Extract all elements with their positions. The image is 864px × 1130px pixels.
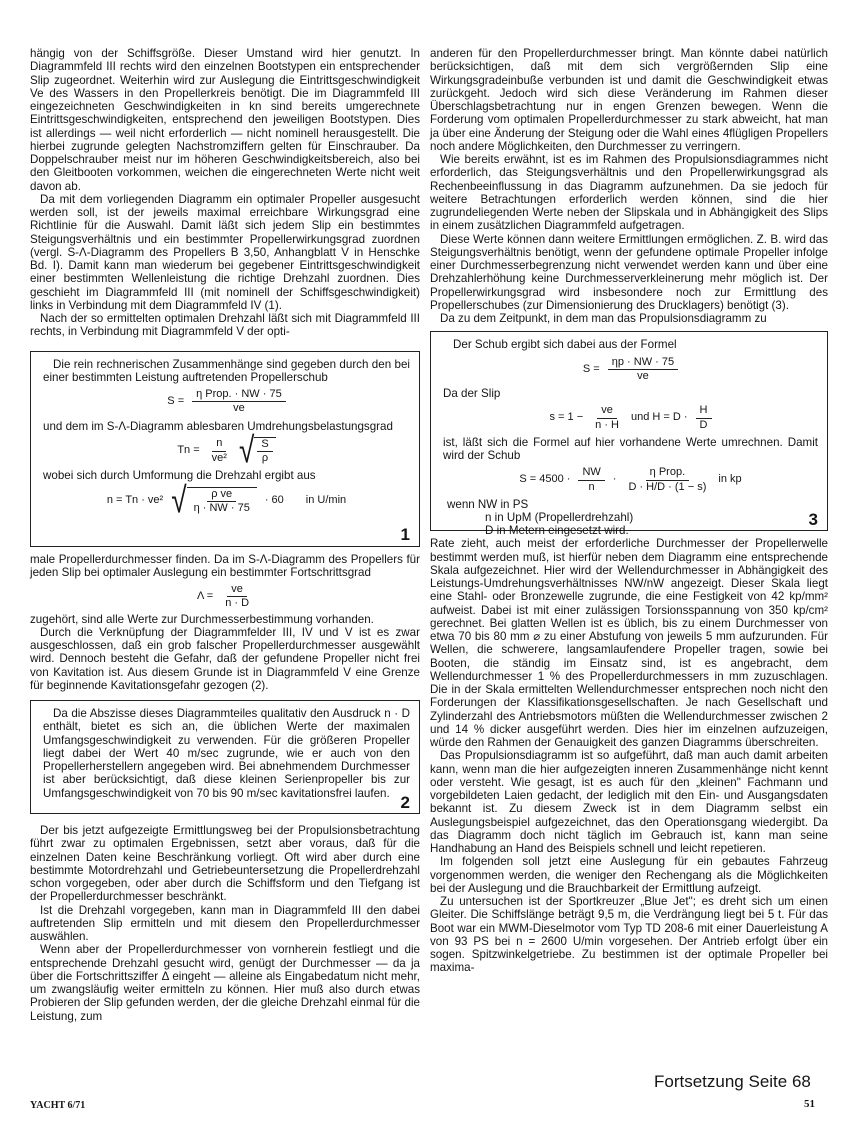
body-paragraph: Durch die Verknüpfung der Diagrammfelder III, IV und V ist es zwar ausgeschlossen, daß ein grob falscher Propellerdurchmesser ausgewählt wird. Dennoch besteht die Gefahr, daß der gefundene Propeller nicht frei von Kavitation ist. Aus diesem Grunde ist in Diagrammfeld V eine Grenze für beginnende Kavitationsgefahr gezogen (2). <box>30 625 420 692</box>
body-paragraph: Das Propulsionsdiagramm ist so aufgeführt, daß man auch damit arbeiten kann, wenn man die hier aufgezeigten inneren Zusammenhänge nicht kennt oder versteht. Wie gesagt, ist es auch für den „kleinen" Fachmann und vorgebildeten Laien gedacht, der lediglich mit den Ein- und Ausgangsdaten bekannt ist. Zu diesem Zweck ist in dem Diagramm selbst ein Auslegungsbeispiel aufgezeichnet, das den Operationsgang wiedergibt. Da das Diagramm doch nicht täglich im Gebrauch ist, kann man seine Handhabung an Hand des Beispiels schnell und leicht repetieren. <box>430 749 828 855</box>
formula-thrust-converted: S = 4500 · $\frac{NW}{n}$ · $\frac{\text{η Prop.}}{D \cdot H/D \cdot (1 - s)}$ in kp <box>519 466 742 493</box>
body-paragraph: anderen für den Propellerdurchmesser bringt. Man könnte dabei natürlich berücksichtigen, daß mit dem sich vergrößernden Slip eine Wirkungsgradeinbuße verbunden ist und damit die Geschwindigkeit etwas zurückgeht. Jedoch wird sich diese Veränderung im Rahmen dieser Überschlagsbetrachtung nur in engen Grenzen bewegen. Wenn die Forderung vom optimalen Propellerdurchmesser zu stark abweicht, hat man ja über eine Änderung der Steigung oder die Wahl eines 4flügligen Propellers noch andere Möglichkeiten, den Durchmesser zu verringern. <box>430 47 828 153</box>
formula-thrust: S = $\frac{\text{η Prop. · NW · 75}}{ve}$ <box>43 388 410 416</box>
box-text: ist, läßt sich die Formel auf hier vorhandene Werte umrechnen. Damit wird der Schub <box>443 435 818 462</box>
box-text: Da die Abszisse dieses Diagrammteiles qualitativ den Ausdruck n · D enthält, bietet es sich an, die üblichen Werte der maximalen Umfangsgeschwindigkeit zu verwenden. Für die größeren Propeller liegt dabei der Wert 40 m/sec zugrunde, wie er auch von den Propellerherstellern angegeben wird. Bei abnehmendem Durchmesser ist aber berücksichtigt, daß diese kleinen Serienpropeller bis zur Umfangsgeschwindigkeit von 70 bis 90 m/sec kavitationsfrei laufen. <box>43 707 410 800</box>
box-number: 3 <box>808 510 818 529</box>
body-paragraph: male Propellerdurchmesser finden. Da im S-Λ-Diagramm des Propellers für jeden Slip bei optimaler Auslegung ein bestimmter Fortschrittsgrad <box>30 552 420 579</box>
formula-box-1 <box>30 351 420 547</box>
box-text: Der Schub ergibt sich dabei aus der Formel <box>453 338 677 352</box>
body-paragraph: Wenn aber der Propellerdurchmesser von vornherein festliegt und die entsprechende Drehzahl gesucht wird, genügt der Durchmesser — da ja über die Fortschrittsziffer Δ eingeht — alleine als Eingabedatum nicht mehr, um zwangsläufig weiter ermitteln zu können. Hier muß also durch etwas Probieren der Slip gefunden werden, der die gleiche Drehzahl einmal für die Leistung, zum <box>30 943 420 1023</box>
left-column <box>30 47 420 1023</box>
body-paragraph: Rate zieht, auch meist der erforderliche Durchmesser der Propellerwelle bestimmt werden muß, ist hierfür neben dem Diagramm eine entsprechende Skala aufgezeichnet. Hier wird der Wellendurchmesser in Abhängigkeit des Leistungs-Umdrehungsverhältnisses NW/nW angezeigt. Dieser Skala liegt eine Stahl- oder Bronzewelle zugrunde, die eine Festigkeit von 42 kp/mm² aufweist. Dabei ist mit einer zulässigen Torsionsspannung von 350 kp/cm² gerechnet. Bei glatten Wellen ist es üblich, bis zu einem Durchmesser von etwa 70 bis 80 mm ⌀ zu einer Abstufung von jeweils 5 mm aufzurunden. Für Wellen, die schwerere, langsamlaufendere Propeller tragen, sowie bei Booten, die ständig im Einsatz sind, ist es angebracht, dem Wellendurchmesser 1 % des Propellerdurchmessers in mm zuzuschlagen. Die in der Skala ermittelten Wellendurchmesser entsprechen noch nicht den Forderungen der Klassifikationsgesellschaften. Je nach Gesellschaft und Zylinderzahl des Antriebsmotors müßten die Wellendurchmesser zwischen 2 und 14 % dicker ausgeführt werden. Dies hier im einzelnen aufzuzeigen, würde den Rahmen der Genauigkeit des ganzen Diagramms überschreiten. <box>430 537 828 749</box>
formula-box-2 <box>30 700 420 814</box>
body-paragraph: Zu untersuchen ist der Sportkreuzer „Blue Jet"; es dreht sich um einen Gleiter. Die Schiffslänge beträgt 9,5 m, die Verdrängung liegt bei 5 t. Für das Boot war ein MWM-Dieselmotor vom Typ TD 208-6 mit einer Dauerleistung A von 93 PS bei n = 2600 U/min vorgesehen. Der Antrieb erfolgt über ein sogen. Spitzwinkelgetriebe. Zu bestimmen ist der optimale Propeller bei maxima- <box>430 895 828 975</box>
formula-load-degree: Tn = $\frac{n}{\text{ve²}}$ √ $\frac{S}{\rho}$ <box>43 437 410 466</box>
body-paragraph: Diese Werte können dann weitere Ermittlungen ermöglichen. Z. B. wird das Steigungsverhältnis benötigt, wenn der gefundene optimale Propeller infolge einer Durchmesserbegrenzung nicht verwendet werden kann und über eine Drehzahlerhöhung keine Durchmesserverkleinerung mehr möglich ist. Der Propellerwirkungsgrad wird insbesondere noch zur Ermittlung des Propellerschubes (zur Dimensionierung des Drucklagers) benötigt (3). <box>430 232 828 312</box>
box-text: wobei sich durch Umformung die Drehzahl ergibt aus <box>43 469 316 483</box>
formula-slip: s = 1 − $\frac{ve}{n \cdot H}$ und H = D · $\frac{H}{D}$ <box>443 404 818 432</box>
box-number: 2 <box>400 792 410 812</box>
box-text: Die rein rechnerischen Zusammenhänge sind gegeben durch den bei einer bestimmten Leistung auftretenden Propellerschub <box>43 357 410 384</box>
continued-notice: Fortsetzung Seite 68 <box>654 1072 811 1091</box>
formula-box-3 <box>430 331 828 538</box>
formula-legend: wenn NW in PS n in UpM (Propellerdrehzahl) D in Metern eingesetzt wird. <box>447 497 634 538</box>
page-number: 51 <box>804 1098 815 1110</box>
box-number: 1 <box>400 525 410 545</box>
formula-thrust: S = $\frac{\eta p \cdot NW \cdot 75}{ve}$ <box>443 356 818 384</box>
body-paragraph: Da zu dem Zeitpunkt, in dem man das Propulsionsdiagramm zu <box>440 312 767 325</box>
body-paragraph: Der bis jetzt aufgezeigte Ermittlungsweg bei der Propulsionsbetrachtung führt zwar zu optimalen Ergebnissen, setzt aber voraus, daß für die einzelnen Daten keine Beschränkung vorliegt. Oft wird aber durch eine bestimmte Motordrehzahl und Getriebeuntersetzung die Propellerdrehzahl schon vorgegeben, oder aber durch die Schiffsform und den Tiefgang ist der Propellerdurchmesser beschränkt. <box>30 824 420 904</box>
body-paragraph: Da mit dem vorliegenden Diagramm ein optimaler Propeller ausgesucht werden soll, ist der jeweils maximal erreichbare Wirkungsgrad eine Richtlinie für die Auswahl. Damit läßt sich jedem Slip ein bestimmtes Steigungsverhältnis und ein bestimmter Propellerwirkungsgrad zuordnen (vergl. S-Λ-Diagramm des Propellers B 3,50, Anhangblatt V in Henschke Bd. I). Damit kann man wiederum bei gegebener Eintrittsgeschwindigkeit einer bestimmten Wellenleistung die richtige Drehzahl zuordnen. Dies geschieht im Diagrammfeld III (mit nominell der Schiffsgeschwindigkeit) links in Verbindung mit dem Diagrammfeld IV (1). <box>30 192 420 312</box>
body-paragraph: Ist die Drehzahl vorgegeben, kann man in Diagrammfeld III den dabei auftretenden Slip ermitteln und mit diesem den Propellerdurchmesser auswählen. <box>30 903 420 943</box>
body-paragraph: Nach der so ermittelten optimalen Drehzahl läßt sich mit Diagrammfeld III rechts, in Verbindung mit Diagrammfeld V der opti- <box>30 312 420 339</box>
box-text: und dem im S-Λ-Diagramm ablesbaren Umdrehungsbelastungsgrad <box>43 419 393 433</box>
formula-rpm: n = Tn · ve² √ $\frac{\text{ρ ve}}{\eta \cdot NW \cdot 75}$ · 60 in U/min <box>106 479 347 521</box>
body-paragraph: zugehört, sind alle Werte zur Durchmesserbestimmung vorhanden. <box>30 612 374 626</box>
body-paragraph: Wie bereits erwähnt, ist es im Rahmen des Propulsionsdiagrammes nicht erforderlich, das Steigungsverhältnis und den Propellerwirkungsgrad als Rechenbeeinflussung in das Diagramm aufzunehmen. Da sie jedoch für weitere Betrachtungen erforderlich werden können, sind die hier zugrundeliegenden Werte neben der Slipskala und in Abhängigkeit des Slips in einem zusätzlichen Diagrammfeld aufgetragen. <box>430 153 828 233</box>
formula-lambda: Λ = $\frac{ve}{n \cdot D}$ <box>196 583 250 610</box>
box-text: Da der Slip <box>443 387 501 400</box>
magazine-footer: YACHT 6/71 <box>30 1100 86 1111</box>
body-paragraph: hängig von der Schiffsgröße. Dieser Umstand wird hier genutzt. In Diagrammfeld III rechts wird den einzelnen Bootstypen ein entsprechender Slip zugeordnet. Weiterhin wird zur Auslegung die Eintrittsgeschwindigkeit Ve des Wassers in den Propellerkreis benötigt. Die im Diagrammfeld III eingezeichneten Geschwindigkeiten in kn sind bereits umgerechnete Eintrittsgeschwindigkeiten, entsprechend den jeweiligen Bootstypen. Dies ist allerdings — weil nicht erforderlich — nicht nominell herausgestellt. Die hierbei zugrunde gelegten Nachstromziffern gelten für Einschrauber. Da Doppelschrauber meist nur im höheren Geschwindigkeitsbereich, also bei den Gleitbooten vorkommen, weichen die eingerechneten Werte nicht weit davon ab. <box>30 47 420 193</box>
body-paragraph: Im folgenden soll jetzt eine Auslegung für ein gebautes Fahrzeug vorgenommen werden, die weniger den Rechengang als die Möglichkeiten bei der Auslegung und die Brauchbarkeit der Ermittlung aufzeigt. <box>430 855 828 895</box>
right-column <box>430 47 828 975</box>
